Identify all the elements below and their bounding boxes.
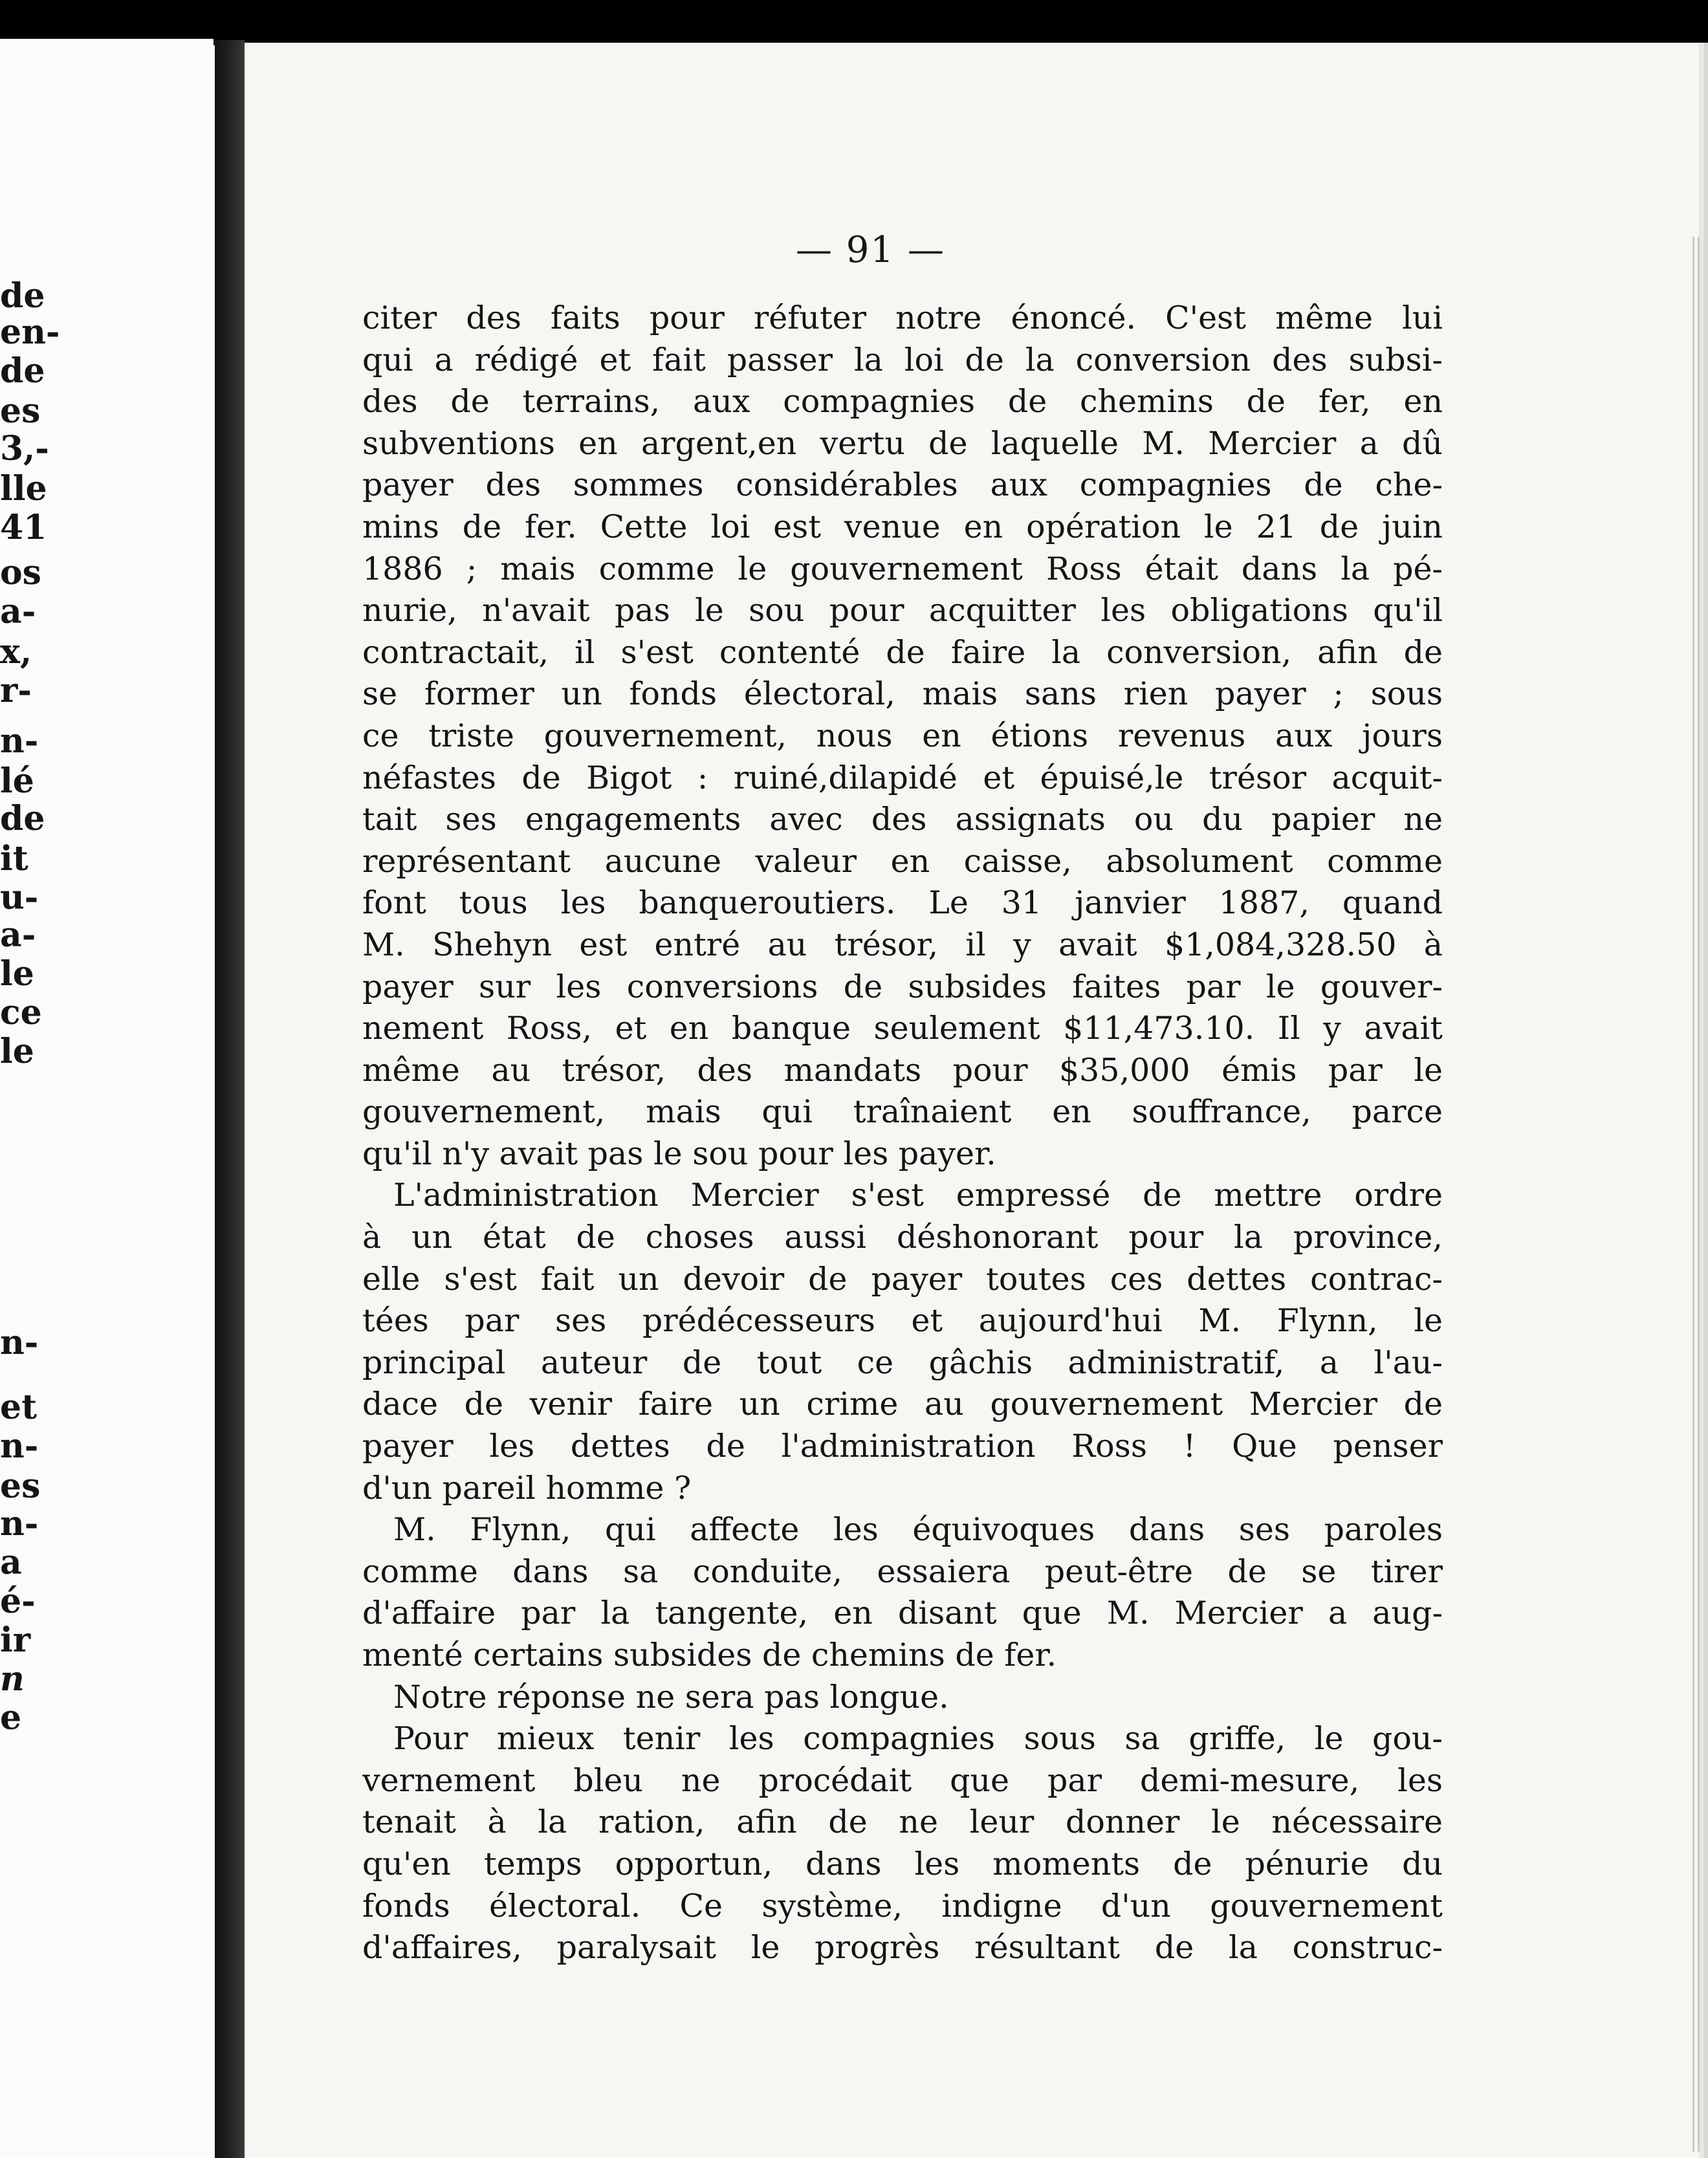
facing-page-edge [0,39,214,2158]
facing-page-fragment: lé [0,761,34,801]
text-line: fonds électoral. Ce système, indigne d'un gouvernement [362,1887,1443,1924]
page-edge-line [1692,237,1694,2152]
text-line: Notre réponse ne sera pas longue. [393,1678,949,1716]
facing-page-fragment: 41 [0,508,47,547]
text-line: tait ses engagements avec des assignats ou du papier ne [362,801,1443,838]
text-line: qu'il n'y avait pas le sou pour les payer. [362,1135,996,1172]
facing-page-fragment: lle [0,469,47,508]
facing-page-fragment: de [0,351,45,391]
text-line: L'administration Mercier s'est empressé de mettre ordre [393,1177,1443,1214]
text-line: principal auteur de tout ce gâchis administratif, a l'au- [362,1344,1443,1381]
text-line: M. Flynn, qui affecte les équivoques dans ses paroles [393,1511,1443,1549]
text-line: menté certains subsides de chemins de fer. [362,1637,1057,1673]
text-line: Pour mieux tenir les compagnies sous sa griffe, le gou- [393,1720,1443,1758]
facing-page-fragment: ir [0,1620,31,1660]
text-line: d'un pareil homme ? [362,1469,692,1507]
text-line: vernement bleu ne procédait que par demi-mesure, les [362,1761,1443,1799]
text-line: subventions en argent,en vertu de laquelle M. Mercier a dû [362,424,1443,462]
facing-page-fragment: e [0,1698,22,1738]
text-line: se former un fonds électoral, mais sans rien payer ; sous [362,675,1443,713]
facing-page-fragment: et [0,1388,38,1427]
text-line: M. Shehyn est entré au trésor, il y avait $1,084,328.50 à [362,926,1443,963]
text-line: même au trésor, des mandats pour $35,000 émis par le [362,1051,1443,1089]
facing-page-fragment: é- [0,1582,36,1621]
page-number: — 91 — [796,229,945,271]
facing-page-fragment: u- [0,878,39,917]
text-line: tenait à la ration, afin de ne leur donner le nécessaire [362,1804,1443,1841]
facing-page-fragment: os [0,553,41,593]
text-line: nurie, n'avait pas le sou pour acquitter les obligations qu'il [362,592,1443,629]
text-line: payer les dettes de l'administration Ross ! Que penser [362,1428,1443,1465]
text-line: des de terrains, aux compagnies de chemins de fer, en [362,383,1443,420]
text-line: ce triste gouvernement, nous en étions revenus aux jours [362,717,1443,754]
text-line: 1886 ; mais comme le gouvernement Ross était dans la pé- [362,550,1443,587]
facing-page-fragment: a- [0,592,36,631]
page-edge-line [1698,237,1700,2152]
facing-page-fragment: ce [0,993,42,1032]
text-line: font tous les banqueroutiers. Le 31 janvier 1887, quand [362,884,1443,922]
book-gutter [215,40,245,2158]
text-line: qui a rédigé et fait passer la loi de la conversion des subsi- [362,341,1443,378]
facing-page-fragment: de [0,276,45,316]
facing-page-fragment: r- [0,671,32,710]
text-line: mins de fer. Cette loi est venue en opération le 21 de juin [362,508,1443,545]
facing-page-fragment: n- [0,1323,39,1362]
facing-page-fragment: n- [0,1504,39,1543]
text-line: nement Ross, et en banque seulement $11,473.10. Il y avait [362,1010,1443,1047]
facing-page-fragment: a- [0,915,36,955]
facing-page-fragment: a [0,1543,22,1582]
body-text [362,298,1443,1969]
text-line: d'affaire par la tangente, en disant que M. Mercier a aug- [362,1595,1443,1632]
facing-page-fragment: x, [0,632,32,671]
facing-page-fragment: n [0,1659,25,1699]
facing-page-fragment: it [0,839,28,878]
facing-page-fragment: 3,- [0,429,49,468]
facing-page-fragment: de [0,799,45,838]
text-line: payer des sommes considérables aux compagnies de che- [362,466,1443,504]
facing-page-fragment: n- [0,721,39,761]
text-line: à un état de choses aussi déshonorant pour la province, [362,1219,1443,1256]
text-line: gouvernement, mais qui traînaient en souffrance, parce [362,1093,1443,1131]
text-line: d'affaires, paralysait le progrès résultant de la construc- [362,1929,1443,1967]
text-line: payer sur les conversions de subsides faites par le gouver- [362,968,1443,1005]
text-line: dace de venir faire un crime au gouvernement Mercier de [362,1386,1443,1423]
text-line: qu'en temps opportun, dans les moments de pénurie du [362,1845,1443,1882]
text-line: tées par ses prédécesseurs et aujourd'hui M. Flynn, le [362,1302,1443,1340]
facing-page-fragment: le [0,1032,34,1071]
text-line: citer des faits pour réfuter notre énoncé. C'est même lui [362,300,1443,336]
facing-page-fragment: es [0,391,41,431]
text-line: elle s'est fait un devoir de payer toutes ces dettes contrac- [362,1260,1443,1298]
facing-page-fragment: es [0,1466,41,1506]
text-line: comme dans sa conduite, essaiera peut-être de se tirer [362,1553,1443,1590]
scan-border-top [0,0,1708,45]
text-line: représentant aucune valeur en caisse, absolument comme [362,842,1443,880]
text-line: néfastes de Bigot : ruiné,dilapidé et épuisé,le trésor acquit- [362,759,1443,796]
facing-page-fragment: le [0,954,34,994]
facing-page-fragment: n- [0,1426,39,1466]
facing-page-fragment: en- [0,312,60,352]
text-line: contractait, il s'est contenté de faire la conversion, afin de [362,633,1443,671]
